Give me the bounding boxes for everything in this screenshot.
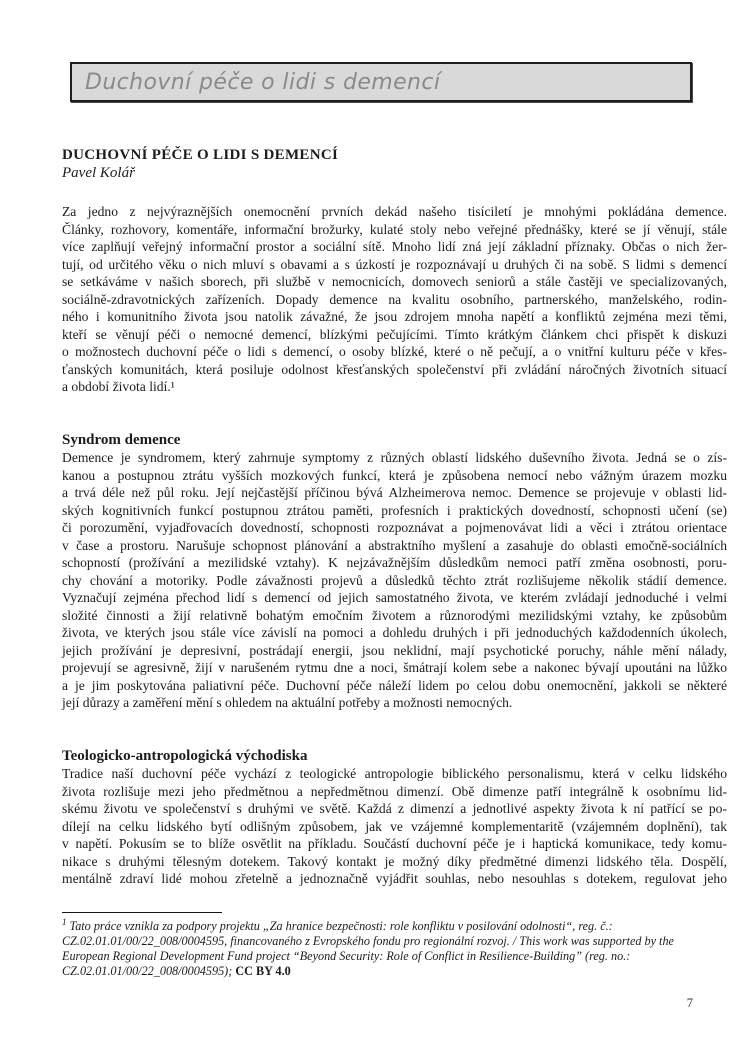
section-heading: Syndrom demence (62, 431, 181, 448)
text-line: tují, od určitého věku o nich mluví s obavami a s úzkostí je rozpoznávají u druhých či na sobě. S lidmi s demencí (62, 256, 727, 272)
text-line: Tradice naší duchovní péče vychází z teologické antropologie biblického personalismu, která v celku lidského (62, 766, 727, 781)
footnote-separator-rule (62, 912, 222, 913)
text-line: o možnostech duchovní péče o lidi s demencí, o osoby blízké, které o ně pečují, a o vnitřní kulturu péče v křes- (62, 344, 727, 359)
text-line: nikace s druhými tělesným dotekem. Takový kontakt je možný díky předmětné dimenzi lidského těla. Dospělí, (62, 853, 727, 869)
footnote-line (62, 916, 727, 934)
text-line: složité činnosti a žijí relativně bohatým emočním životem a různorodými mezilidskými vztahy, ke způsobům (62, 607, 727, 623)
running-header-bar (70, 62, 692, 102)
text-line: a období života lidí.¹ (62, 379, 175, 394)
text-line: kanou a postupnou ztrátu vyšších mozkových funkcí, která je způsobena nemocí nebo vážným úrazem mozku (62, 467, 727, 483)
footnote-line: CZ.02.01.01/00/22_008/0004595, financovaného z Evropského fondu pro regionální rozvoj. / This work was supported by the (62, 933, 674, 948)
footnote-marker: 1 (62, 916, 67, 927)
text-line: jejich prožívání je depresivní, postrádají energii, jsou neklidní, mají psychotické poruchy, náhle mění nálady, (62, 642, 727, 658)
article-author: Pavel Kolář (62, 165, 135, 181)
text-line: dílejí na celku lidského bytí odlišným způsobem, jak ve vzájemné komplementaritě (vzájemném doplnění), tak (62, 818, 727, 834)
text-line: více zaplňují veřejný informační prostor a sociální sítě. Mnoho lidí zná její základní příznaky. Občas o nich žer- (62, 239, 727, 254)
text-line: se setkáváme v našich sborech, při službě v nemocnicích, domovech seniorů a stále častěji ve specializovaných, (62, 274, 727, 289)
footnote-line: European Regional Development Fund project “Beyond Security: Role of Conflict in Resilience-Building” (reg. no.: (62, 948, 631, 963)
section-heading: Teologicko-antropologická východiska (62, 747, 308, 764)
running-header-title: Duchovní péče o lidi s demencí (85, 69, 441, 95)
text-line: Demence je syndromem, který zahrnuje symptomy z různých oblastí lidského duševního života. Jedná se o zís- (62, 450, 727, 465)
page-number: 7 (686, 996, 693, 1010)
section-teologicko-antropologicka (62, 748, 727, 888)
text-line: skému životu ve společenství s druhými ve světě. Každá z dimenzí a jednotlivé aspekty života k ní patřící se po- (62, 801, 727, 816)
text-line: její důrazy a zaměření mění s ohledem na aktuální potřeby a možnosti nemocných. (62, 695, 513, 710)
article-body (62, 146, 727, 979)
text-line: a je jim poskytována paliativní péče. Duchovní péče náleží lidem po celou dobu onemocnění, jakkoli se některé (62, 677, 727, 693)
text-line: ských kognitivních funkcí postupnou ztrátou paměti, profesních i praktických dovedností, schopnosti učení (se) (62, 502, 727, 518)
text-line: života rozlišuje mezi jeho předmětnou a nepředmětnou dimenzí. Obě dimenze patří integrálně k osobnímu lid- (62, 783, 727, 799)
cc-license-label: CC BY 4.0 (235, 964, 291, 979)
section-paragraph (62, 449, 727, 712)
section-syndrom-demence (62, 432, 727, 712)
footnote-text: Tato práce vznikla za podpory projektu „Za hranice bezpečnosti: role konfliktu v posilování odolnosti“, reg. č.: (69, 918, 613, 933)
text-line: v čase a prostoru. Narušuje schopnost plánování a abstraktního myšlení a zasahuje do oblasti emočně-sociálních (62, 537, 727, 553)
text-line: Za jedno z nejvýraznějších onemocnění prvních dekád našeho tisíciletí je mnohými pokládána demence. (62, 204, 727, 219)
text-line: projevují se agresivně, žijí v narušeném rytmu dne a noci, šmátrají kolem sebe a nakonec bývají upoutáni na lůžko (62, 660, 727, 675)
section-paragraph (62, 765, 727, 888)
text-line: mentálně zdraví lidé mohou zřetelně a jednoznačně vyjádřit souhlas, nebo nesouhlas s dotekem, regulovat jeho (62, 871, 727, 886)
text-line: života, ve kterých jsou stále více závislí na pomoci a dohledu druhých i při jednoduchých každodenních úkolech, (62, 625, 727, 640)
footnote-block (62, 912, 727, 980)
text-line: ného i komunitního života jsou natolik závažné, že jsou zdrojem mnoha napětí a konfliktů zejména mezi těmi, (62, 309, 727, 324)
text-line: chy chování a motoriky. Podle závažnosti projevů a důsledků těchto ztrát rozlišujeme několik stádií demence. (62, 572, 727, 588)
text-line: ťanských komunitách, která posiluje odolnost křesťanských společenství při zvládání náročných životních situací (62, 361, 727, 377)
text-line: Články, rozhovory, komentáře, informační brožurky, kulaté stoly nebo veřejné přednášky, které se jí věnují, stále (62, 221, 727, 237)
text-line: a trvá déle než půl roku. Její nejčastější příčinou bývá Alzheimerova nemoc. Demence se projevuje v oblasti lid- (62, 485, 727, 500)
text-line: Vyznačují zejména přechod lidí s demencí od jejich samostatného života, ve kterém zvládají jednoduché i velmi (62, 590, 727, 605)
text-line: kteří se věnují péči o nemocné demencí, blízkými pečujícími. Tímto krátkým článkem chci přispět k diskuzi (62, 326, 727, 342)
text-line: v napětí. Pokusím se to blíže osvětlit na příkladu. Součástí duchovní péče je i haptická komunikace, tedy komu- (62, 836, 727, 851)
intro-paragraph (62, 203, 727, 396)
article-title: DUCHOVNÍ PÉČE O LIDI S DEMENCÍ (62, 147, 339, 163)
footnote-line (62, 964, 727, 979)
footnote-text: CZ.02.01.01/00/22_008/0004595); (62, 964, 236, 979)
text-line: sociálně-zdravotnických zařízeních. Dopady demence na kvalitu osobního, partnerského, manželského, rodin- (62, 291, 727, 307)
text-line: či porozumění, vyjadřovacích dovedností, schopnosti rozpoznávat a pojmenovávat lidi a věci i ztrátou orientace (62, 520, 727, 535)
text-line: schopností (prožívání a mezilidské vztahy). K nejzávažnějším důsledkům nemoci patří změna osobnosti, poru- (62, 555, 727, 570)
